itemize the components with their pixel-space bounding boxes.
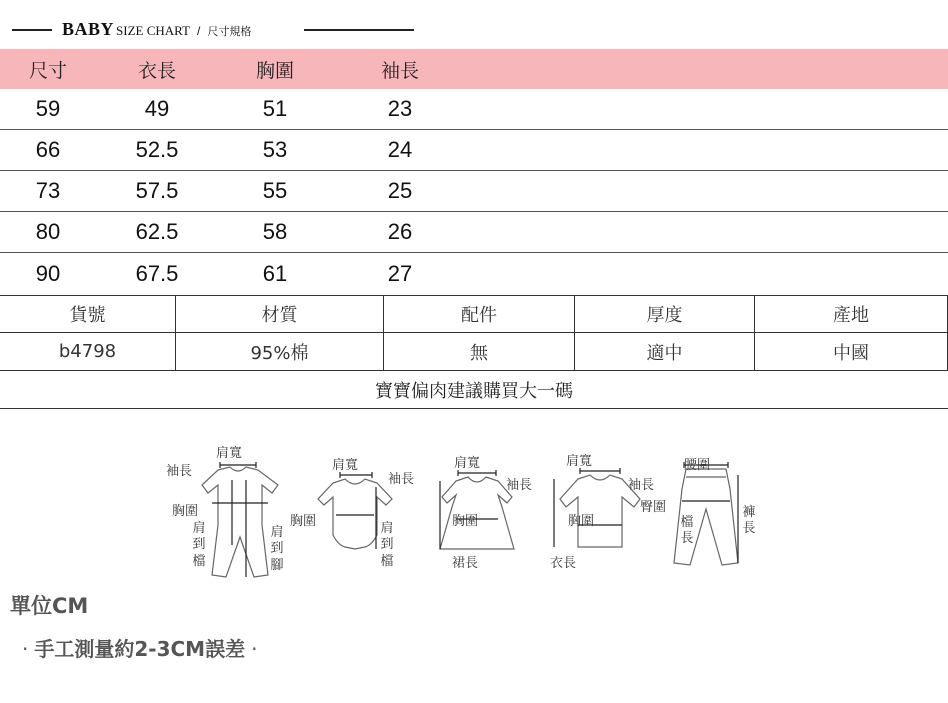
info-value-row [0, 333, 948, 371]
info-header-origin: 產地 [755, 296, 948, 332]
top-length-label: 衣長 [550, 556, 577, 571]
header-size-chart: SIZE CHART [116, 23, 190, 38]
info-header-material: 材質 [176, 296, 384, 332]
measurement-diagrams [150, 445, 770, 590]
size-cell: 59 [35, 96, 61, 121]
bullet-right: · [251, 637, 258, 661]
chest-cell: 58 [262, 219, 288, 244]
size-cell: 80 [35, 219, 61, 244]
header-baby: BABY [62, 19, 115, 39]
header-title [62, 19, 251, 40]
table-row [0, 253, 948, 294]
chest-cell: 55 [262, 178, 288, 203]
info-header-accessory: 配件 [384, 296, 575, 332]
bodysuit-shoulder-to-crotch-label: 肩到檔 [380, 521, 394, 569]
info-header-item-no: 貨號 [0, 296, 176, 332]
info-material: 95%棉 [176, 333, 384, 370]
romper-shoulder-to-crotch-label: 肩到檔 [192, 521, 206, 569]
info-accessory: 無 [384, 333, 575, 370]
sleeve-cell: 25 [387, 178, 413, 203]
product-info-table [0, 295, 948, 371]
size-advice-note: 寶寶偏肉建議購買大一碼 [0, 371, 948, 409]
chest-cell: 61 [262, 260, 288, 286]
header-length: 衣長 [137, 59, 176, 82]
table-row [0, 89, 948, 130]
header-slash: / [197, 24, 201, 38]
top-sleeve-label: 袖長 [628, 478, 655, 493]
header-cn-title: 尺寸規格 [207, 25, 252, 38]
sleeve-cell: 23 [387, 96, 413, 121]
header-size: 尺寸 [28, 59, 67, 82]
pants-length-label: 褲長 [742, 505, 756, 537]
sleeve-cell: 24 [387, 137, 413, 162]
tolerance-text: 手工測量約2-3CM誤差 [34, 637, 246, 661]
romper-sleeve-label: 袖長 [166, 464, 193, 479]
table-row [0, 171, 948, 212]
length-cell: 67.5 [135, 260, 179, 286]
tolerance-note [16, 633, 263, 662]
sleeve-cell: 27 [387, 260, 413, 286]
info-header-thickness: 厚度 [575, 296, 755, 332]
dress-sleeve-label: 袖長 [506, 478, 533, 493]
table-row [0, 130, 948, 171]
header-rule-right [304, 29, 414, 31]
top-chest-label: 胸圍 [568, 514, 595, 529]
romper-chest-label: 胸圍 [172, 504, 199, 519]
dress-chest-label: 胸圍 [452, 514, 479, 529]
size-table [0, 49, 948, 294]
romper-shoulder-label: 肩寬 [216, 446, 243, 461]
dress-outline [440, 477, 514, 549]
sleeve-cell: 26 [387, 219, 413, 244]
info-thickness: 適中 [575, 333, 755, 370]
chest-cell: 53 [262, 137, 288, 162]
pants-crotch-label: 檔長 [680, 515, 694, 547]
size-chart-header [12, 16, 422, 44]
size-table-header [0, 49, 948, 89]
bodysuit-chest-label: 胸圍 [290, 514, 317, 529]
dress-shoulder-label: 肩寬 [454, 456, 481, 471]
dress-skirt-length-label: 裙長 [452, 556, 479, 571]
size-cell: 90 [35, 260, 61, 286]
header-chest: 胸圍 [255, 59, 294, 82]
length-cell: 62.5 [135, 219, 179, 244]
bodysuit-shoulder-label: 肩寬 [332, 458, 359, 473]
pants-waist-label: 腰圍 [684, 458, 711, 473]
header-rule-left [12, 29, 52, 31]
size-cell: 73 [35, 178, 61, 203]
length-cell: 52.5 [135, 137, 179, 162]
size-cell: 66 [35, 137, 61, 162]
info-item-no: b4798 [0, 333, 176, 370]
info-header-row [0, 295, 948, 333]
romper-outline [202, 467, 278, 577]
unit-label: 單位CM [10, 594, 89, 618]
bullet-left: · [22, 637, 29, 661]
length-cell: 57.5 [135, 178, 179, 203]
chest-cell: 51 [262, 96, 288, 121]
top-shoulder-label: 肩寬 [566, 454, 593, 469]
romper-shoulder-to-foot-label: 肩到腳 [270, 525, 284, 573]
pants-hip-label: 臀圍 [640, 500, 667, 515]
length-cell: 49 [144, 96, 170, 121]
header-sleeve: 袖長 [380, 59, 419, 82]
bodysuit-sleeve-label: 袖長 [388, 472, 415, 487]
info-origin: 中國 [755, 333, 948, 370]
table-row [0, 212, 948, 253]
